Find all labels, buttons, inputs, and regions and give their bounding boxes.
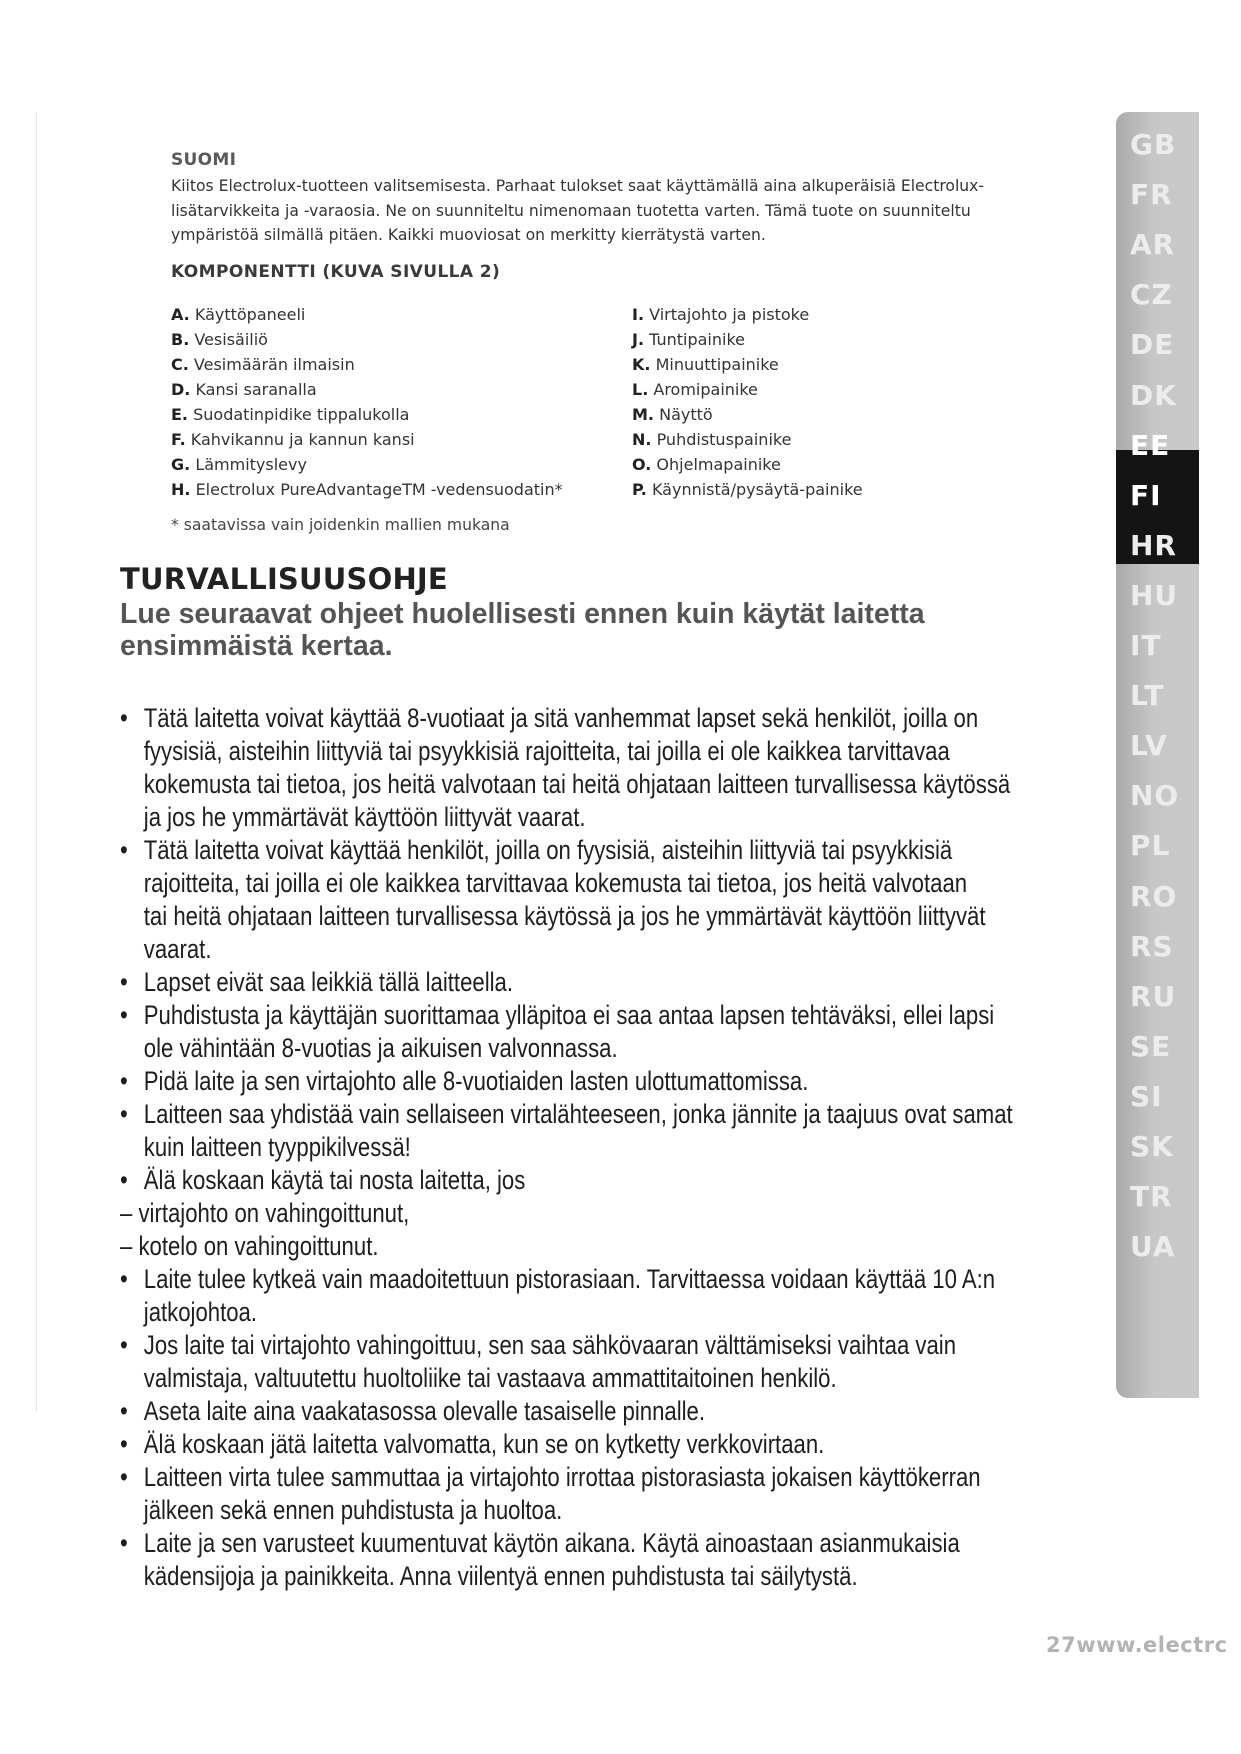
language-tab-fr[interactable]: FR <box>1130 178 1173 212</box>
language-tab-ro[interactable]: RO <box>1130 879 1178 913</box>
intro-line: lisätarvikkeita ja -varaosia. Ne on suunniteltu nimenomaan tuotetta varten. Tämä tuote on suunniteltu <box>171 201 971 220</box>
safety-sub-item <box>120 1230 1104 1263</box>
component-letter: I. <box>632 305 645 324</box>
safety-line: vaarat. <box>143 934 212 964</box>
safety-line: – kotelo on vahingoittunut. <box>120 1231 379 1261</box>
safety-bullet-item <box>120 1395 1104 1428</box>
language-tab-ee[interactable]: EE <box>1130 428 1171 462</box>
section-language-label: SUOMI <box>171 150 237 170</box>
safety-line: jälkeen sekä ennen puhdistusta ja huoltoa. <box>143 1495 563 1525</box>
component-label: Suodatinpidike tippalukolla <box>193 405 410 424</box>
component-letter: P. <box>632 480 647 499</box>
component-item <box>171 327 563 352</box>
component-item <box>171 477 563 502</box>
language-tab-it[interactable]: IT <box>1130 629 1162 662</box>
component-letter: C. <box>171 355 189 374</box>
component-item <box>632 452 863 477</box>
safety-bullet-item <box>120 1461 1104 1527</box>
component-label: Lämmityslevy <box>195 455 307 474</box>
components-footnote: * saatavissa vain joidenkin mallien mukana <box>171 516 510 534</box>
component-item <box>171 402 563 427</box>
language-tab-de[interactable]: DE <box>1130 328 1175 362</box>
safety-line: Aseta laite aina vaakatasossa olevalle tasaiselle pinnalle. <box>143 1396 706 1426</box>
language-tab-rs[interactable]: RS <box>1130 929 1174 963</box>
component-letter: H. <box>171 480 191 499</box>
safety-line: tai heitä ohjataan laitteen turvallisessa käytössä ja jos he ymmärtävät käyttöön liittyvät <box>143 901 986 931</box>
safety-line: Laitteen saa yhdistää vain sellaiseen virtalähteeseen, jonka jännite ja taajuus ovat samat <box>143 1099 1013 1129</box>
safety-bullet-item <box>120 1428 1104 1461</box>
component-label: Ohjelmapainike <box>656 455 781 474</box>
language-tab-ru[interactable]: RU <box>1130 979 1177 1013</box>
language-tab-ua[interactable]: UA <box>1130 1230 1176 1264</box>
component-label: Electrolux PureAdvantageTM -vedensuodatin* <box>195 480 563 499</box>
safety-line: Tätä laitetta voivat käyttää henkilöt, joilla on fyysisiä, aisteihin liittyviä tai psyykkisiä <box>143 835 953 865</box>
component-letter: D. <box>171 380 191 399</box>
component-letter: K. <box>632 355 651 374</box>
safety-line: – virtajohto on vahingoittunut, <box>120 1198 410 1228</box>
component-letter: G. <box>171 455 191 474</box>
component-letter: O. <box>632 455 652 474</box>
safety-title: TURVALLISUUSOHJE <box>120 562 448 596</box>
language-tab-lt[interactable]: LT <box>1130 679 1165 713</box>
component-item <box>171 377 563 402</box>
safety-bullet-item <box>120 834 1104 966</box>
safety-line: kädensijoja ja painikkeita. Anna viilentyä ennen puhdistusta tai säilytystä. <box>143 1561 858 1591</box>
component-label: Tuntipainike <box>649 330 745 349</box>
intro-line: Kiitos Electrolux-tuotteen valitsemisesta. Parhaat tulokset saat käyttämällä aina alkuperäisiä Electrolux- <box>171 177 985 195</box>
component-letter: F. <box>171 430 186 449</box>
intro-section <box>171 150 1041 248</box>
language-tab-sk[interactable]: SK <box>1130 1130 1174 1163</box>
safety-line: fyysisiä, aisteihin liittyviä tai psyykkisiä rajoitteita, tai joilla ei ole kaikkea tarvittavaa <box>143 736 950 766</box>
component-item <box>632 352 863 377</box>
component-item <box>171 302 563 327</box>
language-tab-tr[interactable]: TR <box>1130 1180 1173 1214</box>
language-tab-no[interactable]: NO <box>1130 779 1180 813</box>
safety-line: Laite tulee kytkeä vain maadoitettuun pistorasiaan. Tarvittaessa voidaan käyttää 10 A:n <box>143 1264 996 1294</box>
intro-paragraph <box>171 174 1041 248</box>
safety-line: rajoitteita, tai joilla ei ole kaikkea tarvittavaa kokemusta tai tietoa, jos heitä valvotaan <box>143 868 968 898</box>
safety-bullet-item <box>120 999 1104 1065</box>
component-label: Näyttö <box>659 405 713 424</box>
component-label: Kansi saranalla <box>195 380 317 399</box>
safety-bullet-item <box>120 702 1104 834</box>
intro-line: ympäristöä silmällä pitäen. Kaikki muoviosat on merkitty kierrätystä varten. <box>171 226 766 244</box>
margin-rule <box>36 112 37 1412</box>
safety-subtitle <box>120 598 1060 662</box>
safety-line: Laite ja sen varusteet kuumentuvat käytön aikana. Käytä ainoastaan asianmukaisia <box>143 1528 960 1558</box>
component-item <box>171 452 563 477</box>
safety-bullet-item <box>120 1329 1104 1395</box>
components-list-left <box>171 302 563 502</box>
component-label: Kahvikannu ja kannun kansi <box>190 430 415 449</box>
language-tab-si[interactable]: SI <box>1130 1079 1163 1113</box>
safety-bullet-item <box>120 966 1104 999</box>
safety-line: kokemusta tai tietoa, jos heitä valvotaan tai heitä ohjataan laitteen turvallisessa käytössä <box>143 769 1011 799</box>
component-label: Vesimäärän ilmaisin <box>193 355 355 374</box>
components-heading: KOMPONENTTI (KUVA SIVULLA 2) <box>171 262 501 282</box>
safety-bullet-item <box>120 1263 1104 1329</box>
safety-line: kuin laitteen tyyppikilvessä! <box>143 1132 411 1162</box>
safety-line: Älä koskaan käytä tai nosta laitetta, jos <box>143 1165 526 1195</box>
safety-subtitle-line: Lue seuraavat ohjeet huolellisesti ennen kuin käytät laitetta <box>120 598 925 630</box>
component-item <box>632 402 863 427</box>
language-tab-gb[interactable]: GB <box>1130 128 1177 161</box>
safety-line: Puhdistusta ja käyttäjän suorittamaa ylläpitoa ei saa antaa lapsen tehtäväksi, ellei lapsi <box>143 1000 995 1030</box>
safety-line: ole vähintään 8-vuotias ja aikuisen valvonnassa. <box>143 1033 618 1063</box>
component-item <box>632 327 863 352</box>
component-label: Käynnistä/pysäytä-painike <box>651 480 863 499</box>
safety-line: Älä koskaan jätä laitetta valvomatta, kun se on kytketty verkkovirtaan. <box>143 1429 825 1459</box>
components-list-right <box>632 302 863 502</box>
component-item <box>171 427 563 452</box>
component-letter: E. <box>171 405 189 424</box>
component-letter: N. <box>632 430 652 449</box>
component-label: Puhdistuspainike <box>656 430 792 449</box>
language-tab-pl[interactable]: PL <box>1130 829 1171 863</box>
safety-bullet-item <box>120 1164 1104 1197</box>
language-tab-hu[interactable]: HU <box>1130 578 1179 612</box>
component-label: Virtajohto ja pistoke <box>649 305 810 324</box>
safety-bullet-item <box>120 1098 1104 1164</box>
component-item <box>632 302 863 327</box>
language-tab-fi[interactable]: FI <box>1130 478 1162 512</box>
safety-line: ja jos he ymmärtävät käyttöön liittyvät vaarat. <box>143 802 586 832</box>
component-item <box>171 352 563 377</box>
safety-line: valmistaja, valtuutettu huoltoliike tai vastaava ammattitaitoinen henkilö. <box>143 1363 837 1393</box>
component-letter: M. <box>632 405 654 424</box>
safety-line: Tätä laitetta voivat käyttää 8-vuotiaat ja sitä vanhemmat lapset sekä henkilöt, joilla on <box>143 703 979 733</box>
component-letter: B. <box>171 330 190 349</box>
safety-instructions-list <box>120 702 1104 1593</box>
component-letter: L. <box>632 380 649 399</box>
safety-bullet-item <box>120 1065 1104 1098</box>
component-label: Aromipainike <box>653 380 758 399</box>
language-tab-se[interactable]: SE <box>1130 1029 1172 1063</box>
component-label: Minuuttipainike <box>655 355 779 374</box>
component-label: Käyttöpaneeli <box>194 305 306 324</box>
component-label: Vesisäiliö <box>194 330 268 349</box>
component-item <box>632 427 863 452</box>
language-tab-lv[interactable]: LV <box>1130 729 1168 763</box>
safety-line: Lapset eivät saa leikkiä tällä laitteella. <box>143 967 513 997</box>
safety-line: Laitteen virta tulee sammuttaa ja virtajohto irrottaa pistorasiasta jokaisen käyttökerran <box>143 1462 981 1492</box>
component-item <box>632 377 863 402</box>
safety-line: Pidä laite ja sen virtajohto alle 8-vuotiaiden lasten ulottumattomissa. <box>143 1066 809 1096</box>
language-tab-ar[interactable]: AR <box>1130 228 1176 262</box>
safety-line: Jos laite tai virtajohto vahingoittuu, sen saa sähkövaaran välttämiseksi vaihtaa vain <box>143 1330 957 1360</box>
language-tab-dk[interactable]: DK <box>1130 378 1177 412</box>
safety-sub-item <box>120 1197 1104 1230</box>
safety-subtitle-line: ensimmäistä kertaa. <box>120 630 393 662</box>
safety-line: jatkojohtoa. <box>143 1297 258 1327</box>
page-footer: 27www.electrc <box>1046 1633 1228 1657</box>
component-letter: J. <box>632 330 645 349</box>
safety-bullet-item <box>120 1527 1104 1593</box>
component-item <box>632 477 863 502</box>
language-tab-hr[interactable]: HR <box>1130 528 1177 562</box>
component-letter: A. <box>171 305 190 324</box>
language-tab-cz[interactable]: CZ <box>1130 278 1173 312</box>
